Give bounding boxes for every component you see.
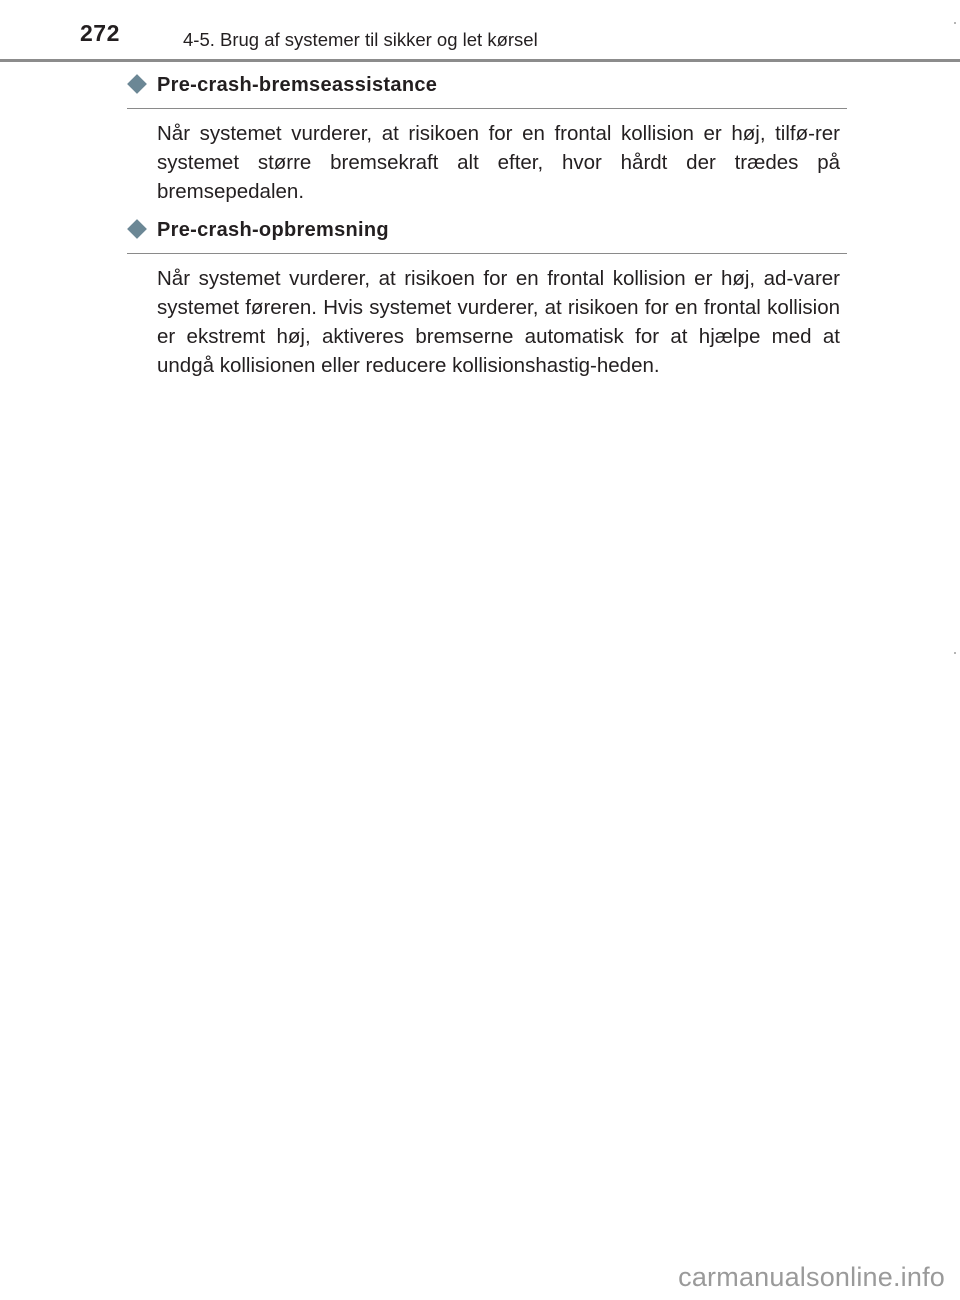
page-number: 272 [80, 20, 120, 46]
section-pre-crash-brake-assist [127, 73, 847, 206]
section-heading [127, 218, 847, 254]
edge-mark [954, 652, 956, 654]
edge-mark [954, 22, 956, 24]
chapter-title: 4-5. Brug af systemer til sikker og let kørsel [183, 29, 538, 50]
section-heading-text: Pre-crash-bremseassistance [157, 74, 438, 96]
section-heading-text: Pre-crash-opbremsning [157, 219, 389, 241]
section-body-text: Når systemet vurderer, at risikoen for en frontal kollision er høj, ad-varer systemet føreren. Hvis systemet vurderer, at risikoen for en frontal kollision er ekstremt høj, aktiveres bremserne automatisk for at hjælpe med at undgå kollisionen eller reducere kollisionshastig-heden. [157, 267, 840, 377]
section-heading [127, 73, 847, 109]
section-body-text: Når systemet vurderer, at risikoen for en frontal kollision er høj, tilfø-rer systemet større bremsekraft alt efter, hvor hårdt der trædes på bremsepedalen. [157, 122, 840, 203]
section-pre-crash-braking [127, 218, 847, 380]
diamond-bullet-icon [127, 74, 147, 94]
diamond-bullet-icon [127, 219, 147, 239]
header-rule [0, 59, 960, 62]
watermark: carmanualsonline.info [678, 1262, 945, 1292]
